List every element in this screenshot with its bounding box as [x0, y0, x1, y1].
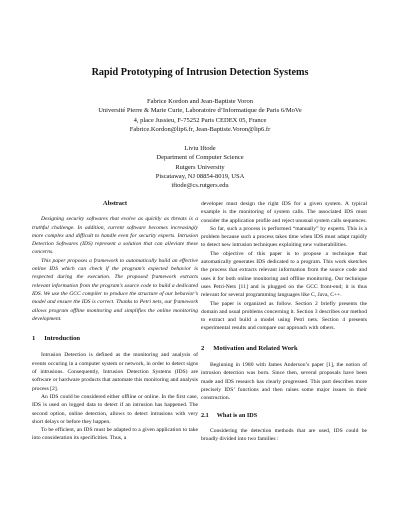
section-heading	[32, 335, 198, 343]
author-block-rutgers	[0, 144, 400, 190]
author-names: Fabrice Kordon and Jean-Baptiste Voron	[147, 98, 253, 105]
author-name: Liviu Iftode	[184, 145, 216, 152]
body-paragraph: The objective of this paper is to propose a technique that automatically generates IDS dedicated to a program. This work sketches the process that extracts relevant information from the source code and uses it for both online monitoring and offline monitoring. Our technique uses Petri-Nets [11] and is plugged on the GCC front-end; it is thus relevant for several programming languages like C, Java, C++.	[201, 250, 367, 299]
subsection-title: What is an IDS	[216, 411, 258, 419]
body-paragraph: developer must design the right IDS for a given system. A typical example is the monitoring of system calls. The associated IDS must consider the application profile and reject unusual system calls sequences.	[201, 201, 367, 224]
section-heading	[201, 345, 367, 353]
paper-title: Rapid Prototyping of Intrusion Detection Systems	[91, 67, 309, 78]
body-paragraph: To be efficient, an IDS must be adapted to a given application to take into consideration its specificities. Thus, a	[32, 427, 198, 442]
body-paragraph: Intrusion Detection is defined as the monitoring and analysis of events occuring in a computer system or network, in order to detect signs of intrusions. Consequently, Intrusion Detection Systems (IDS) are software or hardware products that automate this monitoring and analysis process [2].	[32, 352, 198, 392]
abstract-paragraph: This paper proposes a framework to automatically build an effective online IDS which can check if the program’s expected behavior is respected during the execution. The proposed framework extracts relevant information from the program’s source code to build a dedicated IDS. We use the GCC compiler to produce the structure of our behavior’s model and ensure the IDS is correct. Thanks to Petri nets, our framework allows program offline monitoring and simplifies the online monitoring development.	[32, 257, 198, 322]
abstract-section	[32, 200, 198, 323]
body-paragraph: An IDS could be considered either offline or online. In the first case, IDS is used on logged data to detect if an intrusion has happened. The second option, online detection, allows to detect intrusions with very short delays or before they happen.	[32, 393, 198, 425]
introduction-continued	[201, 200, 367, 333]
author-city: Piscataway, NJ 08854-8019, USA	[155, 172, 245, 180]
left-column	[32, 200, 198, 443]
author-affiliation: Université Pierre & Marie Curie, Laboratoire d’Informatique de Paris 6/MoVe	[98, 107, 302, 115]
author-email: Fabrice.Kordon@lip6.fr, Jean-Baptiste.Voron@lip6.fr	[129, 125, 271, 133]
introduction-body	[32, 351, 198, 442]
abstract-heading: Abstract	[102, 200, 128, 207]
section-number: 2	[201, 344, 205, 352]
author-email: iftode@cs.rutgers.edu	[171, 182, 229, 190]
abstract-paragraph: Designing security softwares that evolve as quickly as threats is a truthful challenge. In addition, current software becomes increasingly more complex and difficult to handle even for security experts. Intrusion Detection Softwares (IDS) represent a solution that can alleviate these concerns.	[32, 216, 198, 256]
subsection-number: 2.1	[201, 411, 209, 419]
body-paragraph: So far, such a process is performed “manually” by experts. This is a problem because such a process takes time when IDS must adapt rapidly to detect new intrusion techniques exploiting new vulnerabilities.	[201, 225, 367, 249]
body-paragraph: Beginning in 1980 with James Anderson’s paper [1], the notion of intrusion detection was born. Since then, several proposals have been made and IDS research has clearly progressed. This part describes more precisely IDS’ functions and then raises some major issues in their construction.	[201, 362, 367, 402]
what-is-ids-body	[201, 427, 367, 444]
section-title: Introduction	[44, 335, 81, 343]
author-address: 4, place Jussieu, F-75252 Paris CEDEX 05, France	[133, 116, 267, 124]
right-column	[201, 200, 367, 443]
author-block-lip6	[0, 97, 400, 134]
author-department: Department of Computer Science	[156, 154, 244, 162]
body-paragraph: Considering the detection methods that are used, IDS could be broadly divided into two families :	[201, 427, 367, 443]
body-paragraph: The paper is organized as follow. Section 2 briefly presents the domain and usual problems concerning it. Section 3 describes our method to extract and build a model using Petri nets. Section 4 presents experimental results and compare our approach with others.	[201, 300, 367, 332]
subsection-heading	[201, 412, 367, 420]
motivation-body	[201, 361, 367, 402]
author-university: Rutgers University	[175, 163, 225, 171]
section-title: Motivation and Related Work	[213, 344, 298, 352]
section-number: 1	[32, 335, 36, 343]
